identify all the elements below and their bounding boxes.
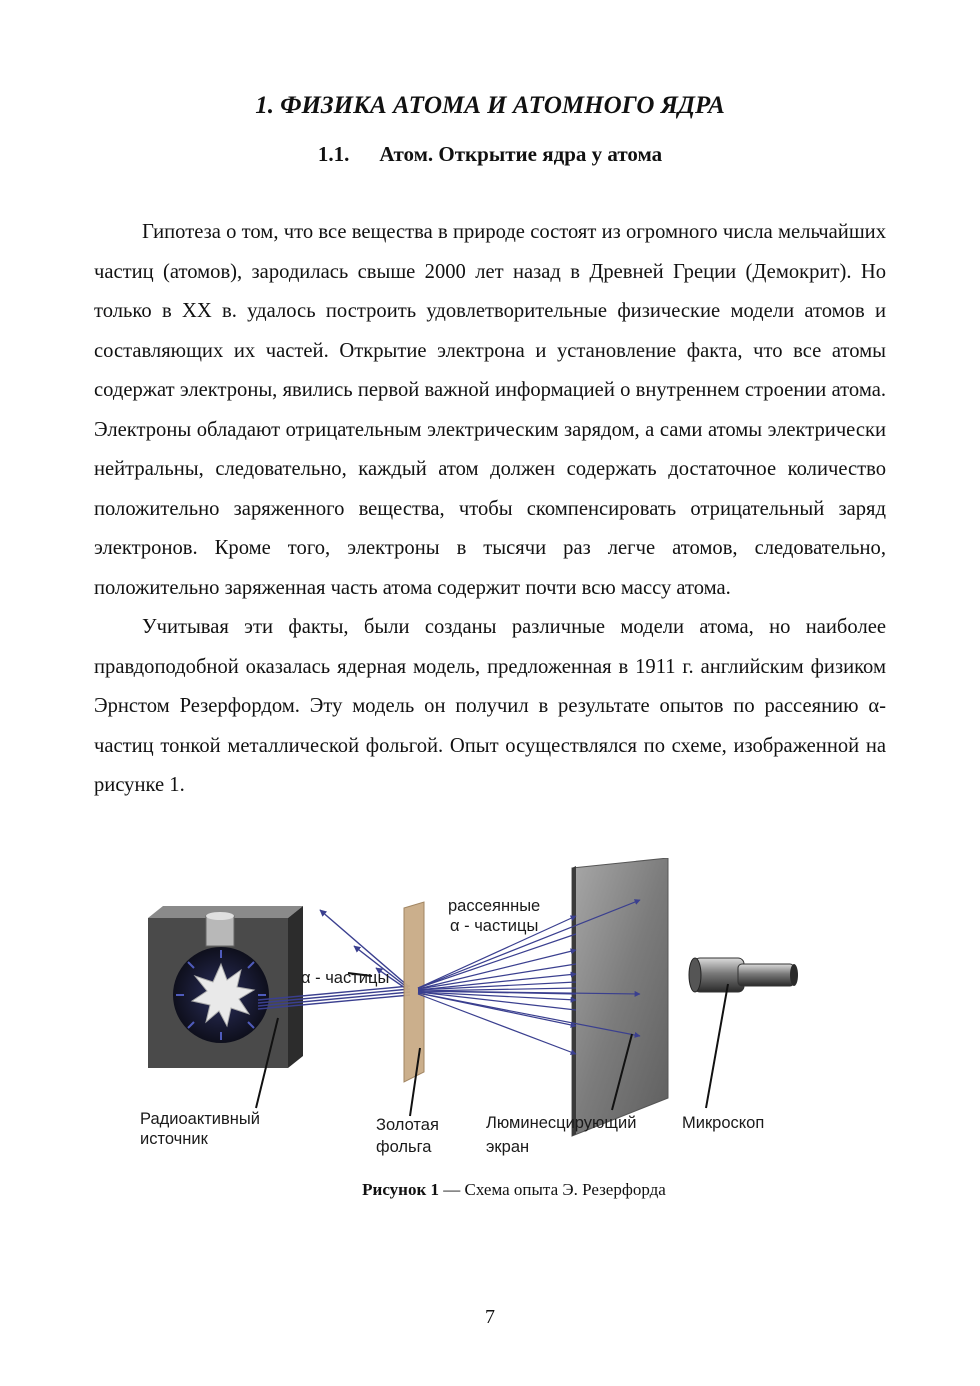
label-screen-line1: Люминесцирующий [486,1114,637,1132]
experiment-diagram [128,858,808,1176]
label-source-line1: Радиоактивный [140,1110,260,1128]
label-foil-line1: Золотая [376,1116,439,1134]
chapter-title: 1. ФИЗИКА АТОМА И АТОМНОГО ЯДРА [255,92,725,119]
section-number: 1.1. [317,142,350,166]
microscope [689,950,808,992]
label-scattered-line1: рассеянные [448,897,541,915]
section-title-text: Атом. Открытие ядра у атома [379,142,663,166]
section-title [0,142,980,167]
figure-caption [0,1180,980,1200]
caption-label: Рисунок 1 [362,1180,440,1199]
rutherford-experiment-figure [128,858,808,1176]
page-number: 7 [485,1306,495,1328]
luminescent-screen [572,858,668,1136]
label-alpha-particles: α - частицы [301,969,390,987]
caption-text: — Схема опыта Э. Резерфорда [439,1180,666,1199]
body-text [94,213,886,806]
paragraph-2: Учитывая эти факты, были созданы различные модели атома, но наиболее правдоподобной оказалась ядерная модель, предложенная в 1911 г. английским физиком Эрнстом Резерфордом. Эту модель он получил в результате опытов по рассеянию α-частиц тонкой металлической фольгой. Опыт осуществлялся по схеме, изображенной на рисунке 1. [94,616,886,796]
radioactive-source [148,906,303,1068]
label-source-line2: источник [140,1130,208,1148]
paragraph-1: Гипотеза о том, что все вещества в природе состоят из огромного числа мельчайших частиц (атомов), зародилась свыше 2000 лет назад в Древней Греции (Демокрит). Но только в XX в. удалось построить удовлетворительные физические модели атомов и составляющих их частей. Открытие электрона и установление факта, что все атомы содержат электроны, явились первой важной информацией о внутреннем строении атома. Электроны обладают отрицательным электрическим зарядом, а сами атомы электрически нейтральны, следовательно, каждый атом должен содержать достаточное количество положительно заряженного вещества, чтобы скомпенсировать отрицательный заряд электронов. Кроме того, электроны в тысячи раз легче атомов, следовательно, положительно заряженная часть атома содержит почти всю массу атома. [94,221,886,599]
label-scattered-line2: α - частицы [450,917,539,935]
label-foil-line2: фольга [376,1138,432,1156]
label-screen-line2: экран [486,1138,530,1156]
label-microscope: Микроскоп [682,1114,765,1132]
